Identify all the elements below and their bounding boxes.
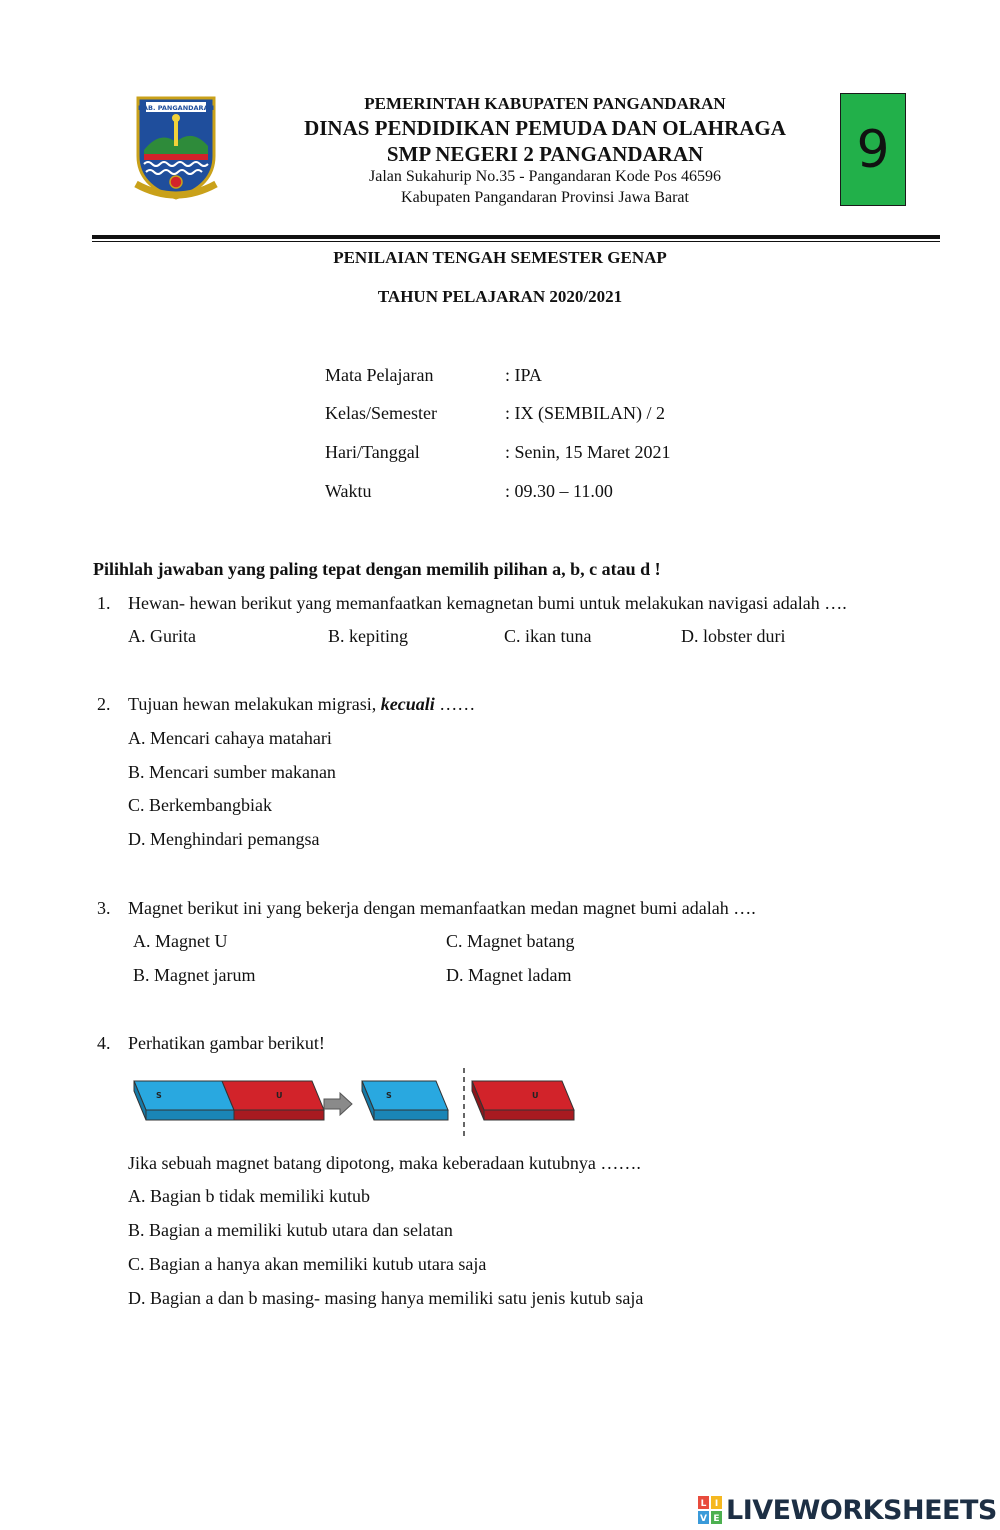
liveworksheets-wordmark: LIVEWORKSHEETS [726,1494,997,1526]
header-region: Kabupaten Pangandaran Provinsi Jawa Barat [401,189,689,206]
question-text-emphasis: kecuali [380,694,435,714]
school-crest [132,94,220,202]
option-d[interactable]: D. Bagian a dan b masing- masing hanya memiliki satu jenis kutub saja [128,1288,644,1308]
option-c[interactable]: C. ikan tuna [504,626,592,646]
info-value-date: : Senin, 15 Maret 2021 [505,442,671,462]
question-number: 4. [97,1033,111,1053]
magnet-whole [134,1081,324,1120]
svg-text:E: E [713,1514,720,1524]
question-subtext: Jika sebuah magnet batang dipotong, maka keberadaan kutubnya ……. [128,1153,641,1173]
option-d[interactable]: D. Magnet ladam [446,965,572,985]
question-text: Magnet berikut ini yang bekerja dengan memanfaatkan medan magnet bumi adalah …. [128,898,756,918]
info-label-subject: Mata Pelajaran [325,365,434,385]
option-c[interactable]: C. Bagian a hanya akan memiliki kutub utara saja [128,1254,487,1274]
info-value-time: : 09.30 – 11.00 [505,481,613,501]
option-d[interactable]: D. lobster duri [681,626,786,646]
label-s: S [386,1091,392,1100]
header-address: Jalan Sukahurip No.35 - Pangandaran Kode Pos 46596 [369,168,721,185]
magnet-cut-figure [130,1068,580,1138]
question-number: 3. [97,898,111,918]
header-rule-thin [92,241,940,242]
option-a[interactable]: A. Gurita [128,626,196,646]
label-u: U [276,1091,283,1100]
header-department: DINAS PENDIDIKAN PEMUDA DAN OLAHRAGA [304,116,786,140]
info-value-class: : IX (SEMBILAN) / 2 [505,403,665,423]
svg-text:L: L [700,1499,707,1509]
svg-text:I: I [714,1499,719,1509]
svg-text:V: V [700,1514,707,1524]
option-b[interactable]: B. kepiting [328,626,408,646]
info-label-time: Waktu [325,481,372,501]
option-b[interactable]: B. Bagian a memiliki kutub utara dan selatan [128,1220,453,1240]
question-text: Hewan- hewan berikut yang memanfaatkan kemagnetan bumi untuk melakukan navigasi adalah …. [128,593,847,613]
question-text [128,694,475,715]
svg-text:KAB. PANGANDARAN: KAB. PANGANDARAN [137,104,215,112]
option-c[interactable]: C. Berkembangbiak [128,795,272,815]
option-d[interactable]: D. Menghindari pemangsa [128,829,320,849]
label-u: U [532,1091,539,1100]
option-b[interactable]: B. Mencari sumber makanan [128,762,336,782]
arrow-icon [324,1093,352,1115]
info-label-class: Kelas/Semester [325,403,437,423]
grade-badge: 9 [840,93,906,206]
info-label-date: Hari/Tanggal [325,442,420,462]
question-text-pre: Tujuan hewan melakukan migrasi, [128,694,381,714]
option-c[interactable]: C. Magnet batang [446,931,575,951]
question-text: Perhatikan gambar berikut! [128,1033,325,1053]
exam-title: PENILAIAN TENGAH SEMESTER GENAP [333,248,667,267]
header-school-name: SMP NEGERI 2 PANGANDARAN [386,142,704,166]
magnet-piece-s [362,1081,448,1120]
option-a[interactable]: A. Mencari cahaya matahari [128,728,332,748]
magnet-piece-u [472,1081,574,1120]
question-text-post: …… [434,694,476,714]
liveworksheets-logo-icon [698,1496,722,1524]
liveworksheets-watermark[interactable] [698,1493,997,1527]
question-number: 2. [97,694,111,714]
instruction: Pilihlah jawaban yang paling tepat dengan memilih pilihan a, b, c atau d ! [93,559,661,579]
header-government: PEMERINTAH KABUPATEN PANGANDARAN [364,94,726,113]
question-number: 1. [97,593,111,613]
option-a[interactable]: A. Magnet U [133,931,228,951]
info-value-subject: : IPA [505,365,542,385]
option-a[interactable]: A. Bagian b tidak memiliki kutub [128,1186,370,1206]
label-s: S [156,1091,162,1100]
option-b[interactable]: B. Magnet jarum [133,965,256,985]
header-rule-thick [92,235,940,239]
exam-year: TAHUN PELAJARAN 2020/2021 [377,287,623,306]
